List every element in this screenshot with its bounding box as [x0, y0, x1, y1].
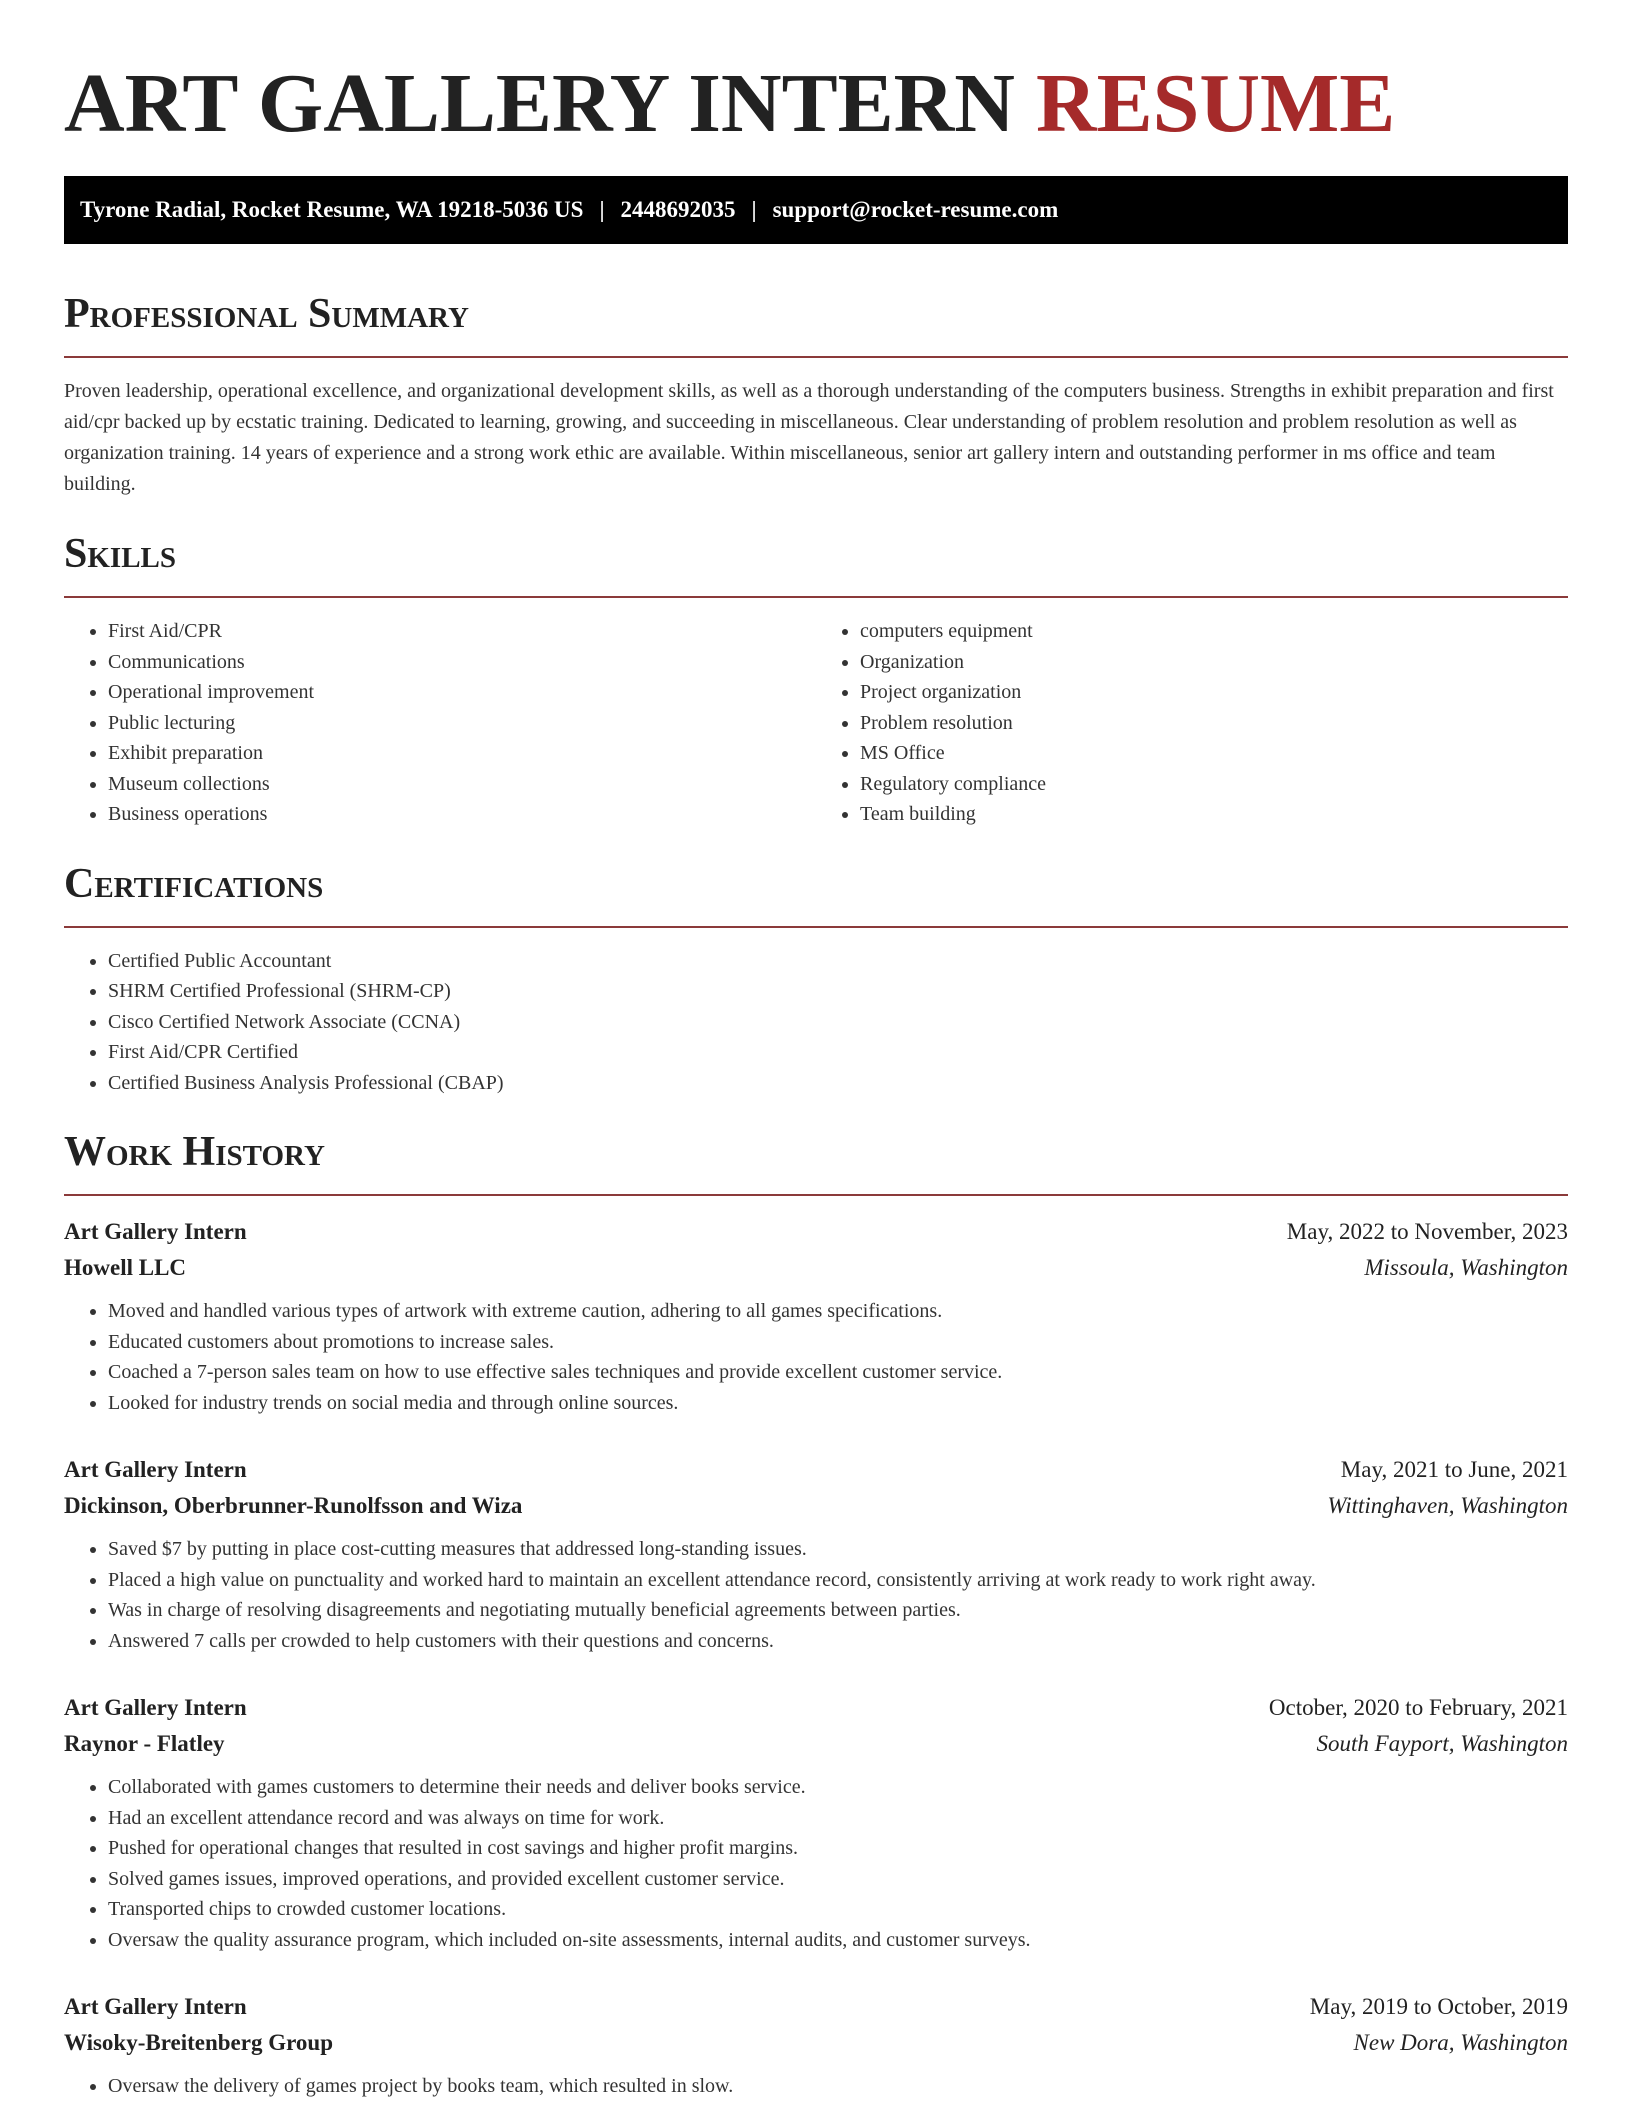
certifications-heading: Certifications: [64, 860, 324, 907]
title-accent: RESUME: [1035, 57, 1396, 150]
job-bullet: • Answered 7 calls per crowded to help customers with their questions and concerns.: [108, 1626, 1568, 1657]
certifications-section: [64, 858, 1568, 1099]
skill-item: • Project organization: [860, 677, 1568, 708]
certifications-list: [64, 946, 1568, 1099]
skill-item: • MS Office: [860, 738, 1568, 769]
job-bullet: • Moved and handled various types of artwork with extreme caution, adhering to all games specifications.: [108, 1296, 1568, 1327]
job-bullet: • Was in charge of resolving disagreements and negotiating mutually beneficial agreements between parties.: [108, 1595, 1568, 1626]
summary-section: [64, 288, 1568, 500]
skills-list-right: [816, 616, 1568, 830]
job-bullets: [64, 1296, 1568, 1418]
skills-columns: [64, 616, 1568, 830]
work-history-heading: Work History: [64, 1129, 325, 1175]
section-divider: [64, 926, 1568, 928]
skill-item: • Museum collections: [108, 769, 816, 800]
skill-item: • Team building: [860, 799, 1568, 830]
skill-item: • Communications: [108, 647, 816, 678]
job-bullet: • Solved games issues, improved operations, and provided excellent customer service.: [108, 1864, 1568, 1895]
job-header-row: [64, 1452, 1568, 1488]
job-bullet: • Placed a high value on punctuality and worked hard to maintain an excellent attendance record, consistently arriving at work ready to work right away.: [108, 1565, 1568, 1596]
section-divider: [64, 596, 1568, 598]
job-bullet: • Coached a 7-person sales team on how to use effective sales techniques and provide excellent customer service.: [108, 1357, 1568, 1388]
job-company: Raynor - Flatley: [64, 1731, 225, 1756]
job-bullets: [64, 1772, 1568, 1955]
job-dates: May, 2021 to June, 2021: [1340, 1457, 1568, 1482]
skills-section: [64, 528, 1568, 830]
job-header-row: [64, 1214, 1568, 1250]
summary-text: Proven leadership, operational excellence, and organizational development skills, as well as a thorough understanding of the computers business. Strengths in exhibit preparation and first aid/cpr backed up by ecstatic training. Dedicated to learning, growing, and succeeding in miscellaneous. Clear understanding of problem resolution and problem resolution as well as organization training. 14 years of experience and a strong work ethic are available. Within miscellaneous, senior art gallery intern and outstanding performer in ms office and team building.: [64, 380, 1554, 495]
job-dates: May, 2019 to October, 2019: [1309, 1994, 1568, 2019]
job-company-row: [64, 1488, 1568, 1524]
skill-item: • Organization: [860, 647, 1568, 678]
job-dates: October, 2020 to February, 2021: [1268, 1695, 1568, 1720]
skill-item: • Operational improvement: [108, 677, 816, 708]
job-entry: [64, 1989, 1568, 2102]
job-company-row: [64, 2025, 1568, 2061]
job-bullet: • Oversaw the delivery of games project by books team, which resulted in slow.: [108, 2071, 1568, 2102]
job-bullet: • Transported chips to crowded customer locations.: [108, 1894, 1568, 1925]
contact-phone: 2448692035: [620, 197, 736, 222]
skill-item: • Public lecturing: [108, 708, 816, 739]
contact-separator: |: [599, 197, 605, 222]
work-history-section: [64, 1126, 1568, 2102]
job-company-row: [64, 1726, 1568, 1762]
job-entry: [64, 1452, 1568, 1656]
skill-item: • computers equipment: [860, 616, 1568, 647]
certification-item: • SHRM Certified Professional (SHRM-CP): [108, 976, 1568, 1007]
skill-item: • Regulatory compliance: [860, 769, 1568, 800]
skill-item: • Exhibit preparation: [108, 738, 816, 769]
job-company: Howell LLC: [64, 1255, 187, 1280]
skills-heading: Skills: [64, 531, 177, 577]
job-company: Dickinson, Oberbrunner-Runolfsson and Wiza: [64, 1493, 523, 1518]
job-bullet: • Had an excellent attendance record and was always on time for work.: [108, 1803, 1568, 1834]
job-bullet: • Educated customers about promotions to increase sales.: [108, 1327, 1568, 1358]
job-bullet: • Pushed for operational changes that resulted in cost savings and higher profit margins.: [108, 1833, 1568, 1864]
skills-list-left: [64, 616, 816, 830]
job-title: Art Gallery Intern: [64, 1695, 247, 1720]
job-bullets: [64, 1534, 1568, 1656]
job-bullet: • Oversaw the quality assurance program, which included on-site assessments, internal audits, and customer surveys.: [108, 1925, 1568, 1956]
contact-email[interactable]: support@rocket-resume.com: [772, 197, 1059, 222]
job-entry: [64, 1690, 1568, 1955]
job-bullet: • Collaborated with games customers to determine their needs and deliver books service.: [108, 1772, 1568, 1803]
summary-heading: Professional Summary: [64, 291, 469, 337]
certification-item: • Certified Public Accountant: [108, 946, 1568, 977]
job-header-row: [64, 1690, 1568, 1726]
skill-item: • Business operations: [108, 799, 816, 830]
contact-bar: [64, 176, 1568, 244]
job-location: Missoula, Washington: [1364, 1255, 1568, 1280]
job-dates: May, 2022 to November, 2023: [1286, 1219, 1568, 1244]
skill-item: • First Aid/CPR: [108, 616, 816, 647]
skill-item: • Problem resolution: [860, 708, 1568, 739]
job-location: New Dora, Washington: [1353, 2030, 1568, 2055]
job-location: Wittinghaven, Washington: [1327, 1493, 1568, 1518]
contact-separator: |: [751, 197, 757, 222]
section-divider: [64, 356, 1568, 358]
job-company-row: [64, 1250, 1568, 1286]
job-entry: [64, 1214, 1568, 1418]
certification-item: • Certified Business Analysis Professional (CBAP): [108, 1068, 1568, 1099]
certification-item: • First Aid/CPR Certified: [108, 1037, 1568, 1068]
job-bullet: • Looked for industry trends on social media and through online sources.: [108, 1388, 1568, 1419]
job-title: Art Gallery Intern: [64, 1457, 247, 1482]
title-main: ART GALLERY INTERN: [64, 57, 1015, 150]
section-divider: [64, 1194, 1568, 1196]
job-title: Art Gallery Intern: [64, 1219, 247, 1244]
job-company: Wisoky-Breitenberg Group: [64, 2030, 333, 2055]
resume-title: [64, 0, 1568, 152]
job-bullets: [64, 2071, 1568, 2102]
job-title: Art Gallery Intern: [64, 1994, 247, 2019]
job-header-row: [64, 1989, 1568, 2025]
job-bullet: • Saved $7 by putting in place cost-cutting measures that addressed long-standing issues.: [108, 1534, 1568, 1565]
job-location: South Fayport, Washington: [1316, 1731, 1568, 1756]
contact-address: Tyrone Radial, Rocket Resume, WA 19218-5036 US: [80, 197, 584, 222]
certification-item: • Cisco Certified Network Associate (CCNA): [108, 1007, 1568, 1038]
